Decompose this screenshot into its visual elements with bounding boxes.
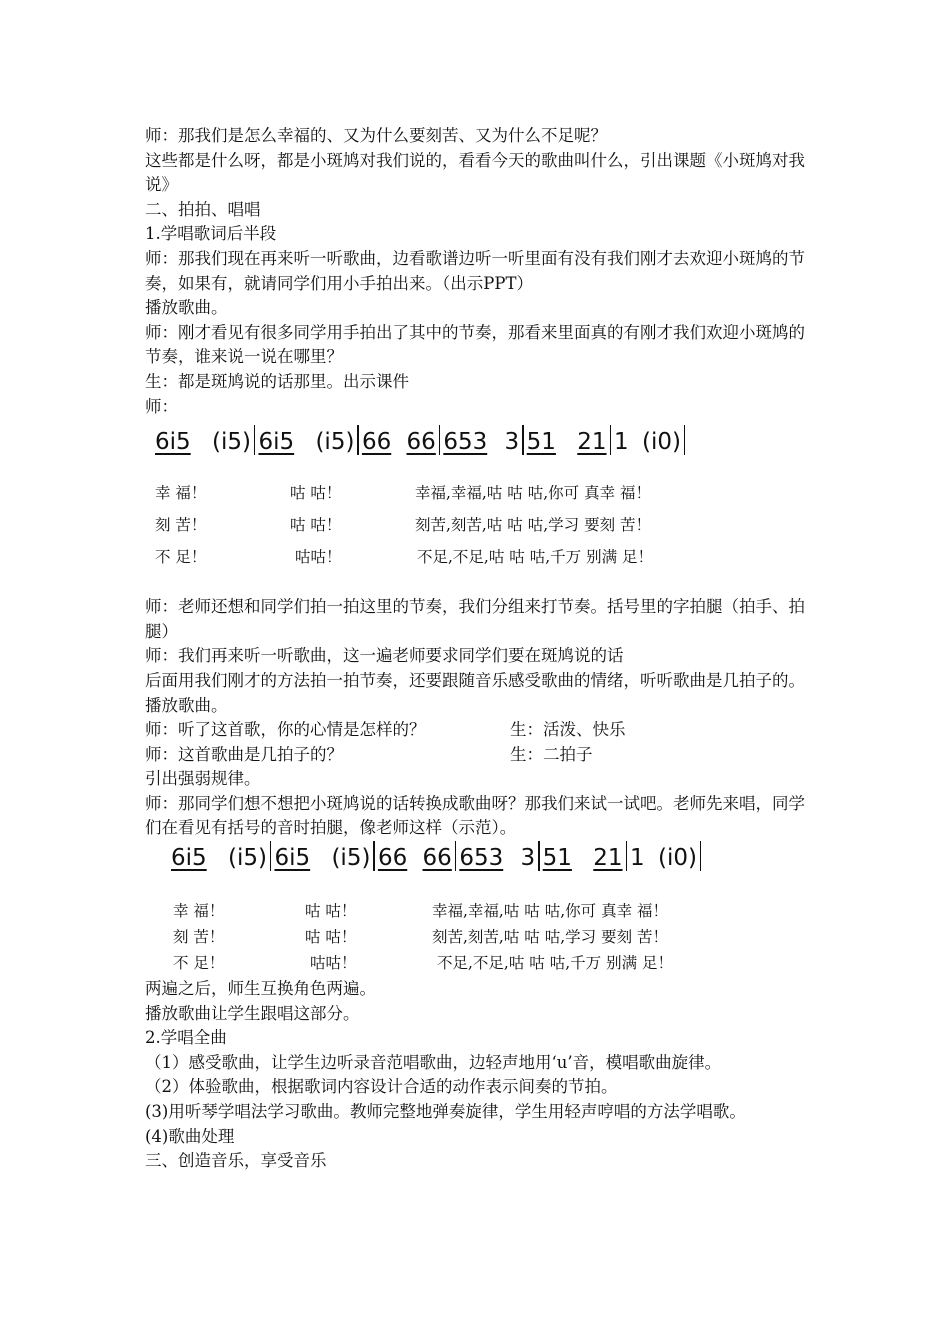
note-group: 6i5 [155,429,191,456]
section-heading: 三、创造音乐，享受音乐 [145,1151,327,1171]
student-answer: 生：活泼、快乐 [510,720,626,740]
lyric-cell: 幸 福！ [173,902,225,921]
music-notation [171,841,815,885]
note-group: (i0) [642,429,681,456]
lyric-cell: 咕 咕！ [290,516,342,535]
lyric-cell: 咕 咕！ [290,484,342,503]
lyric-cell: 咕咕！ [310,954,357,973]
lyric-cell: 不足,不足,咕 咕 咕,千万 别满 足！ [437,954,673,973]
lyric-cell: 幸福,幸福,咕 咕 咕,你可 真幸 福！ [432,902,668,921]
lyrics-row [145,899,815,925]
note-group: (i5) [331,845,371,872]
note-group: 66 [422,845,452,872]
text-line: 师：那同学们想不想把小斑鸠说的话转换成歌曲呀？那我们来试一试吧。老师先来唱，同学们在看见有括号的音时拍腿，像老师这样（示范）。 [145,793,805,838]
text-line: 两遍之后，师生互换角色两遍。 [145,979,376,999]
lyric-cell: 刻 苦！ [173,928,225,947]
bar-line [522,425,524,455]
note-group: (i5) [315,429,355,456]
note-group: 51 [526,429,556,456]
lyrics-block [145,899,815,977]
bar-line [684,425,686,455]
text-line: 播放歌曲。 [145,298,228,318]
text-line: 师：老师还想和同学们拍一拍这里的节奏，我们分组来打节奏。括号里的字拍腿（拍手、拍腿） [145,597,805,641]
subsection-heading: 2.学唱全曲 [145,1028,227,1048]
lyric-cell: 不 足！ [173,954,225,973]
note-group: (i5) [227,845,267,872]
text-line: 师：我们再来听一听歌曲，这一遍老师要求同学们要在斑鸠说的话 [145,646,624,666]
note-group: 66 [361,429,392,456]
bar-line [626,841,628,871]
note-group: (i0) [658,845,697,872]
note-group: 21 [593,845,623,872]
note-group: 6i5 [258,429,295,456]
text-line: 师： [145,396,178,416]
note-group: 1 [614,429,629,456]
text-line: 师：刚才看见有很多同学用手拍出了其中的节奏，那看来里面真的有刚才我们欢迎小斑鸠的节奏，谁来说一说在哪里？ [145,322,805,367]
bar-line [254,425,256,455]
note-group: 51 [542,845,572,872]
music-notation [155,425,815,469]
bar-line [455,841,457,871]
lyric-cell: 咕 咕！ [305,928,357,947]
text-line: (3)用听琴学唱法学习歌曲。教师完整地弹奏旋律，学生用轻声哼唱的方法学唱歌。 [145,1102,746,1122]
lyric-cell: 咕咕！ [295,548,342,567]
text-line: 后面用我们刚才的方法拍一拍节奏，还要跟随音乐感受歌曲的情绪，听听歌曲是几拍子的。播放歌曲。 [145,670,805,715]
subsection-heading: 1.学唱歌词后半段 [145,224,277,244]
lyrics-row [145,925,815,951]
teacher-question: 师：这首歌曲是几拍子的？ [145,744,343,764]
note-group: 6i5 [274,845,311,872]
note-group: 3 [520,845,536,872]
bar-line [270,841,272,871]
bar-line [373,841,375,871]
text-line: 师：那我们现在再来听一听歌曲，边看歌谱边听一听里面有没有我们刚才去欢迎小斑鸠的节奏，如果有，就请同学们用小手拍出来。（出示PPT） [145,248,805,293]
note-group: 66 [406,429,436,456]
text-line: 引出强弱规律。 [145,769,261,789]
qa-row [145,718,815,743]
note-group: 653 [459,845,504,872]
section-heading: 二、拍拍、唱唱 [145,199,261,219]
text-line: （1）感受歌曲，让学生边听录音范唱歌曲，边轻声地用‘u’音，模唱歌曲旋律。 [145,1052,722,1072]
lyric-cell: 咕 咕！ [305,902,357,921]
note-group: 6i5 [171,845,207,872]
note-group: (i5) [211,429,251,456]
text-line: (4)歌曲处理 [145,1126,235,1146]
bar-line [538,841,540,871]
text-line: 生：都是斑鸠说的话那里。出示课件 [145,371,409,391]
lyric-cell: 不足,不足,咕 咕 咕,千万 别满 足！ [417,548,653,567]
qa-row [145,743,815,768]
lyric-cell: 刻苦,刻苦,咕 咕 咕,学习 要刻 苦！ [415,516,651,535]
bar-line [357,425,359,455]
lyrics-row [145,481,815,513]
text-line: 播放歌曲让学生跟唱这部分。 [145,1003,360,1023]
lyrics-row [145,951,815,977]
note-group: 66 [377,845,408,872]
lyrics-row [145,513,815,545]
lyrics-block [145,481,815,577]
note-group: 21 [577,429,607,456]
lyric-cell: 幸 福！ [155,484,207,503]
student-answer: 生：二拍子 [510,744,593,764]
text-line: （2）体验歌曲，根据歌词内容设计合适的动作表示间奏的节拍。 [145,1077,618,1097]
teacher-question: 师：听了这首歌，你的心情是怎样的？ [145,720,426,740]
text-line: 这些都是什么呀，都是小斑鸠对我们说的，看看今天的歌曲叫什么，引出课题《小斑鸠对我说》 [145,150,805,195]
note-group: 1 [630,845,645,872]
note-group: 3 [504,429,520,456]
lyrics-row [145,545,815,577]
bar-line [700,841,702,871]
lyric-cell: 刻 苦！ [155,516,207,535]
bar-line [439,425,441,455]
document-body [145,124,815,1174]
lyric-cell: 刻苦,刻苦,咕 咕 咕,学习 要刻 苦！ [432,928,668,947]
bar-line [610,425,612,455]
lyric-cell: 幸福,幸福,咕 咕 咕,你可 真幸 福！ [415,484,651,503]
lyric-cell: 不 足！ [155,548,207,567]
note-group: 653 [443,429,488,456]
text-line: 师：那我们是怎么幸福的、又为什么要刻苦、又为什么不足呢？ [145,126,607,145]
